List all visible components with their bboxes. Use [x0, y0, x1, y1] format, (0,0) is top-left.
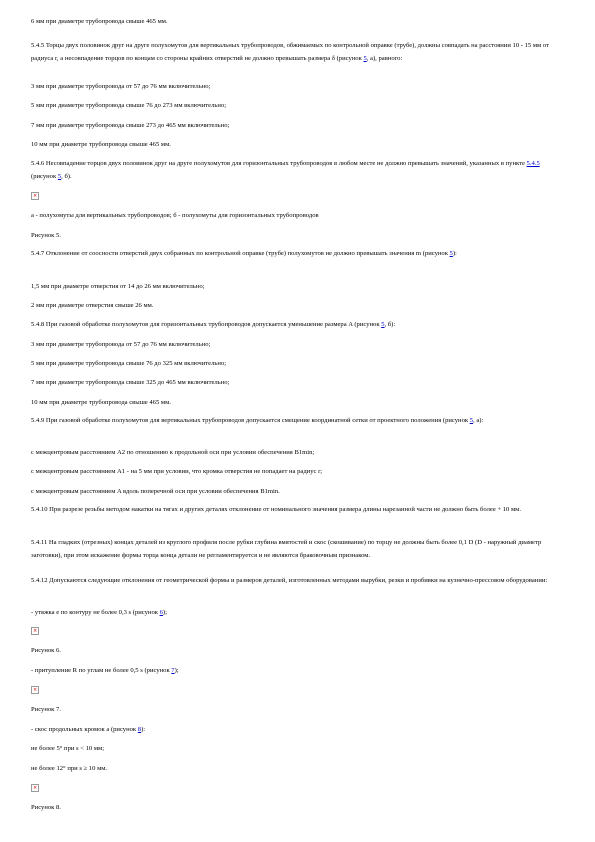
figure-link[interactable]: 5 [381, 321, 385, 328]
paragraph-5-4-10: 5.4.10 При разрезе резьбы методом накатки на тягах и других деталях отклонение от номинального значения размера длины нарезанной части не должно быть более + 10 мм. [31, 506, 521, 513]
paragraph: 5 мм при диаметре трубопровода свыше 76 до 325 мм включительно; [31, 360, 227, 367]
figure-title: Рисунок 8. [31, 804, 61, 811]
paragraph: 7 мм при диаметре трубопровода свыше 273 до 465 мм включительно; [31, 122, 230, 129]
paragraph-5-4-7: 5.4.7 Отклонение от соосности отверстий двух собранных по контрольной оправке (трубе) полухомутов не должно превышать значения m (рисунок 5): [31, 250, 457, 257]
figure-link[interactable]: 5 [363, 55, 367, 63]
paragraph: 1,5 мм при диаметре отверстия от 14 до 26 мм включительно; [31, 283, 205, 290]
paragraph: с межцентровым расстоянием A2 по отношению к продольной оси при условии обеспечения B1min; [31, 449, 315, 456]
paragraph-5-4-9: 5.4.9 При газовой обработке полухомутов для вертикальных трубопроводов допускается смещение координатной сетки от проектного положения (рисунок 5, а): [31, 417, 484, 424]
broken-image-icon: × [33, 687, 38, 693]
broken-image-icon: × [33, 628, 38, 634]
figure-title: Рисунок 5. [31, 232, 61, 239]
paragraph: - притупление R по углам не более 0,5 s (рисунок 7); [31, 667, 179, 674]
paragraph: 10 мм при диаметре трубопровода свыше 465 мм. [31, 399, 171, 406]
paragraph: 5 мм при диаметре трубопровода свыше 76 до 273 мм включительно; [31, 102, 227, 109]
clause-link[interactable]: 5.4.5 [526, 160, 540, 167]
broken-image-icon: × [33, 785, 38, 791]
paragraph: 3 мм при диаметре трубопровода от 57 до 76 мм включительно; [31, 83, 211, 90]
paragraph-5-4-5: 5.4.5 Торцы двух половинок друг на друге полухомутов для вертикальных трубопроводов, обжимаемых по контрольной оправке (трубе), должны совпадать на расстоянии 10 - 15 мм от радиуса r, а несовпадение торцов по концам со стороны крайних отверстий не должно превышать размера δ (рисунок 5, а), равного: [31, 42, 549, 63]
figure-caption: а - полухомуты для вертикальных трубопроводов; б - полухомуты для горизонтальных трубопроводов [31, 212, 319, 219]
figure-link[interactable]: 6 [159, 609, 163, 616]
paragraph: с межцентровым расстоянием A вдоль поперечной оси при условии обеспечения B1min. [31, 488, 280, 495]
paragraph: 7 мм при диаметре трубопровода свыше 325 до 465 мм включительно; [31, 379, 230, 386]
figure-title: Рисунок 7. [31, 706, 61, 713]
figure-link[interactable]: 7 [171, 667, 175, 674]
paragraph: - скос продольных кромок a (рисунок 8): [31, 726, 146, 733]
paragraph: 10 мм при диаметре трубопровода свыше 465 мм. [31, 141, 171, 148]
broken-image-icon: × [33, 193, 38, 199]
figure-link[interactable]: 5 [449, 250, 453, 257]
paragraph: 3 мм при диаметре трубопровода от 57 до 76 мм включительно; [31, 341, 211, 348]
paragraph: с межцентровым расстоянием A1 - на 5 мм при условии, что кромка отверстия не попадает на радиус r; [31, 468, 323, 475]
paragraph-5-4-8: 5.4.8 При газовой обработке полухомутов для горизонтальных трубопроводов допускается уменьшение размера A (рисунок 5, б): [31, 321, 396, 328]
figure-link[interactable]: 5 [57, 173, 62, 181]
paragraph: не более 12° при s ≥ 10 мм. [31, 765, 108, 772]
paragraph: 2 мм при диаметре отверстия свыше 26 мм. [31, 302, 154, 309]
figure-link[interactable]: 8 [137, 726, 142, 733]
figure-link[interactable]: 5 [469, 417, 474, 424]
paragraph: - утяжка e по контуру не более 0,3 s (рисунок 6); [31, 609, 167, 616]
paragraph-5-4-12: 5.4.12 Допускаются следующие отклонения от геометрической формы и размеров деталей, изготовленных методами вырубки, резки и пробивки на кузнечно-прессовом оборудовании: [31, 577, 548, 584]
paragraph: не более 5° при s < 10 мм; [31, 745, 105, 752]
figure-title: Рисунок 6. [31, 647, 61, 654]
paragraph: 6 мм при диаметре трубопровода свыше 465 мм. [31, 18, 168, 25]
paragraph-5-4-11: 5.4.11 На гладких (отрезных) концах деталей из круглого профиля после рубки глубина вмятостей и скос (скошивание) по торцу не должны быть более 0,1 D (D - наружный диаметр заготовки), при этом искажение формы торца конца детали не регламентируется и не являются браковочным признаком. [31, 539, 542, 560]
paragraph-5-4-6: 5.4.6 Несовпадение торцов двух половинок друг на друге полухомутов для горизонтальных трубопроводов в любом месте не должно превышать значений, указанных в пункте 5.4.5 (рисунок 5, б). [31, 160, 540, 181]
